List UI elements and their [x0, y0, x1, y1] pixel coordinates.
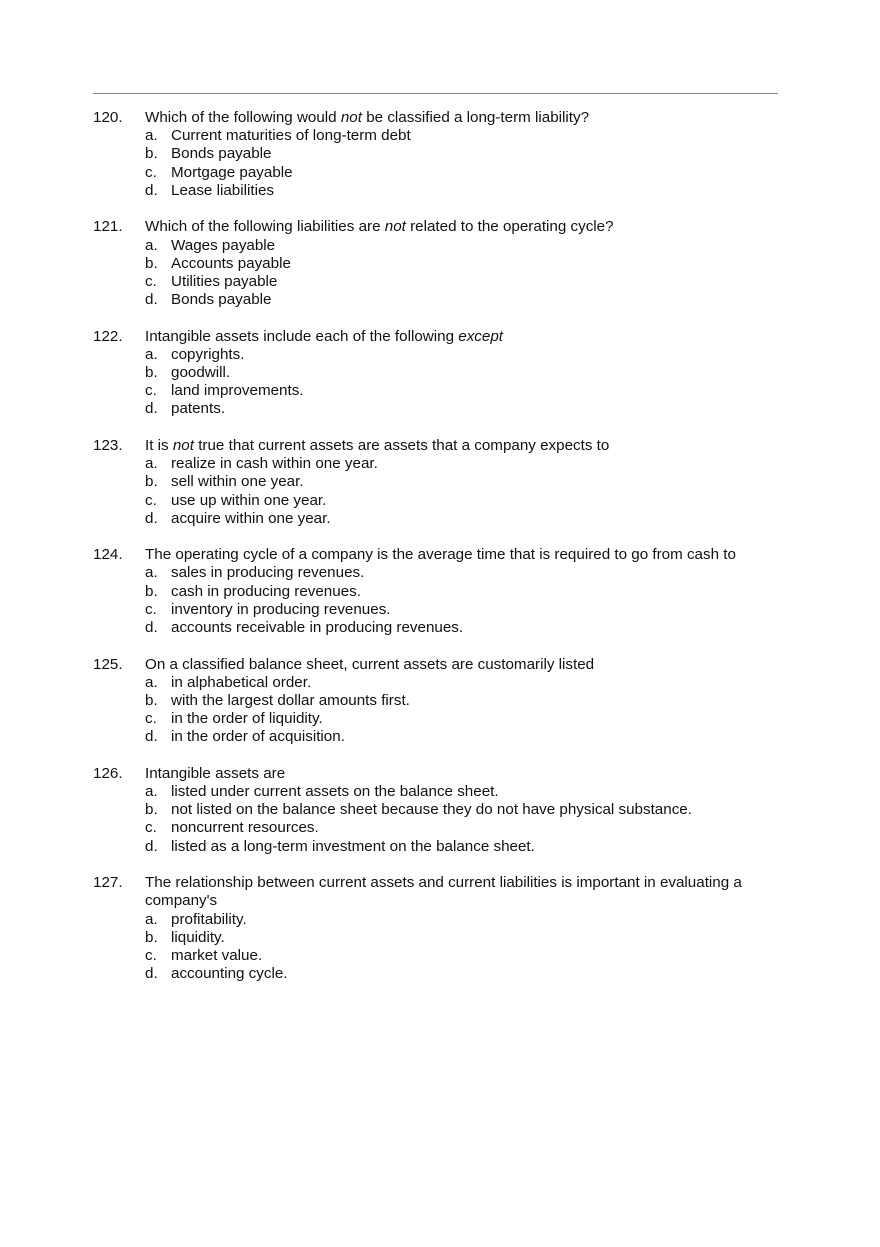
question-stem-text-end: true that current assets are assets that a company expects to — [193, 436, 610, 454]
question-stem-row — [93, 546, 783, 564]
option-text: noncurrent resources. — [171, 819, 319, 837]
question-stem-emphasis: not — [384, 218, 406, 236]
option-text: listed as a long-term investment on the balance sheet. — [171, 837, 535, 855]
question-stem — [145, 328, 783, 346]
option-text: use up within one year. — [171, 491, 327, 509]
answer-option — [145, 929, 783, 947]
question-stem — [145, 437, 783, 455]
question-number: 125. — [93, 655, 123, 673]
answer-option — [145, 400, 783, 418]
answer-option — [145, 346, 783, 364]
question-item — [93, 109, 783, 200]
answer-option — [145, 291, 783, 309]
option-letter: d. — [145, 400, 158, 418]
answer-options — [145, 783, 783, 856]
question-stem-emphasis: not — [172, 436, 194, 454]
option-text: liquidity. — [171, 928, 225, 946]
option-text: market value. — [171, 947, 263, 964]
option-letter: c. — [145, 382, 157, 400]
question-stem-text-end: be classified a long-term liability? — [361, 109, 590, 126]
option-letter: c. — [145, 710, 157, 728]
question-item — [93, 437, 783, 528]
question-stem — [145, 546, 783, 564]
answer-options — [145, 674, 783, 747]
question-stem — [145, 656, 783, 674]
option-text: Utilities payable — [171, 272, 278, 290]
question-stem — [145, 109, 783, 127]
answer-options — [145, 911, 783, 984]
question-stem-row — [93, 437, 783, 455]
option-letter: b. — [145, 691, 158, 709]
option-letter: b. — [145, 928, 158, 946]
option-letter: a. — [145, 345, 158, 363]
option-letter: d. — [145, 837, 158, 855]
option-text: sales in producing revenues. — [171, 564, 365, 582]
answer-option — [145, 255, 783, 273]
option-text: in the order of acquisition. — [171, 728, 345, 746]
question-number: 127. — [93, 874, 123, 892]
question-number: 126. — [93, 764, 123, 782]
option-letter: b. — [145, 582, 158, 600]
option-text: cash in producing revenues. — [171, 582, 361, 600]
option-text: with the largest dollar amounts first. — [171, 691, 410, 709]
option-text: goodwill. — [171, 364, 231, 382]
answer-option — [145, 965, 783, 983]
question-stem-text: Intangible assets include each of the following — [145, 327, 459, 345]
option-letter: a. — [145, 455, 158, 473]
question-stem-emphasis: except — [458, 327, 503, 345]
answer-option — [145, 127, 783, 145]
question-stem-text: The relationship between current assets and current liabilities is important in evaluating a company's — [145, 874, 742, 910]
option-letter: d. — [145, 965, 158, 983]
answer-option — [145, 492, 783, 510]
question-stem — [145, 218, 783, 236]
option-text: realize in cash within one year. — [171, 455, 378, 473]
option-letter: d. — [145, 509, 158, 527]
option-letter: d. — [145, 619, 158, 637]
option-text: not listed on the balance sheet because they do not have physical substance. — [171, 801, 692, 819]
answer-option — [145, 273, 783, 291]
option-text: Accounts payable — [171, 254, 291, 272]
answer-options — [145, 455, 783, 528]
question-number: 122. — [93, 327, 123, 345]
option-text: in alphabetical order. — [171, 673, 312, 691]
answer-option — [145, 455, 783, 473]
option-letter: a. — [145, 673, 158, 691]
answer-option — [145, 364, 783, 382]
answer-option — [145, 838, 783, 856]
option-text: acquire within one year. — [171, 509, 331, 527]
question-item — [93, 765, 783, 856]
question-item — [93, 874, 783, 983]
answer-option — [145, 783, 783, 801]
answer-options — [145, 127, 783, 200]
option-text: patents. — [171, 400, 226, 418]
question-number: 124. — [93, 546, 123, 564]
question-item — [93, 328, 783, 419]
option-letter: c. — [145, 600, 157, 618]
option-letter: b. — [145, 801, 158, 819]
answer-option — [145, 801, 783, 819]
option-letter: c. — [145, 491, 157, 509]
option-letter: b. — [145, 254, 158, 272]
option-text: Current maturities of long-term debt — [171, 127, 411, 145]
question-number: 120. — [93, 109, 123, 126]
question-stem-text-end: related to the operating cycle? — [405, 218, 614, 236]
answer-option — [145, 911, 783, 929]
option-text: Bonds payable — [171, 291, 272, 309]
answer-option — [145, 182, 783, 200]
answer-option — [145, 728, 783, 746]
answer-option — [145, 947, 783, 965]
question-number: 123. — [93, 436, 123, 454]
question-stem-row — [93, 656, 783, 674]
question-item — [93, 218, 783, 309]
option-letter: c. — [145, 819, 157, 837]
option-letter: d. — [145, 728, 158, 746]
question-stem-row — [93, 218, 783, 236]
option-text: Wages payable — [171, 236, 276, 254]
question-stem-text: Which of the following liabilities are — [145, 218, 385, 236]
answer-options — [145, 237, 783, 310]
answer-option — [145, 583, 783, 601]
option-text: Lease liabilities — [171, 181, 274, 199]
option-text: accounting cycle. — [171, 965, 288, 983]
answer-options — [145, 346, 783, 419]
question-stem-text: Which of the following would — [145, 109, 341, 126]
option-letter: a. — [145, 564, 158, 582]
answer-option — [145, 237, 783, 255]
option-letter: d. — [145, 291, 158, 309]
option-text: in the order of liquidity. — [171, 710, 323, 728]
answer-option — [145, 145, 783, 163]
question-number: 121. — [93, 218, 123, 236]
answer-option — [145, 601, 783, 619]
question-item — [93, 656, 783, 747]
option-text: profitability. — [171, 910, 247, 928]
option-letter: c. — [145, 947, 157, 964]
question-stem-text: It is — [145, 436, 173, 454]
option-text: sell within one year. — [171, 473, 304, 491]
question-stem-row — [93, 765, 783, 783]
answer-option — [145, 510, 783, 528]
question-list — [93, 109, 783, 1002]
answer-option — [145, 164, 783, 182]
option-text: land improvements. — [171, 382, 304, 400]
option-text: Bonds payable — [171, 145, 272, 163]
option-text: listed under current assets on the balance sheet. — [171, 783, 499, 801]
question-stem-row — [93, 328, 783, 346]
option-letter: b. — [145, 473, 158, 491]
answer-option — [145, 564, 783, 582]
question-stem-text: On a classified balance sheet, current assets are customarily listed — [145, 655, 595, 673]
option-letter: a. — [145, 910, 158, 928]
option-letter: a. — [145, 236, 158, 254]
question-stem-text: The operating cycle of a company is the average time that is required to go from cash to — [145, 546, 736, 564]
question-stem-emphasis: not — [340, 109, 362, 126]
option-letter: b. — [145, 364, 158, 382]
header-rule — [93, 93, 778, 94]
question-stem-text: Intangible assets are — [145, 764, 286, 782]
answer-options — [145, 564, 783, 637]
option-text: accounts receivable in producing revenues. — [171, 619, 464, 637]
option-text: Mortgage payable — [171, 163, 293, 181]
option-letter: b. — [145, 145, 158, 163]
answer-option — [145, 619, 783, 637]
question-stem-row — [93, 874, 783, 910]
option-letter: a. — [145, 127, 158, 145]
option-text: inventory in producing revenues. — [171, 600, 391, 618]
answer-option — [145, 382, 783, 400]
option-letter: d. — [145, 181, 158, 199]
option-letter: c. — [145, 163, 157, 181]
answer-option — [145, 473, 783, 491]
question-stem-row — [93, 109, 783, 127]
question-stem — [145, 765, 783, 783]
answer-option — [145, 674, 783, 692]
answer-option — [145, 710, 783, 728]
option-letter: a. — [145, 783, 158, 801]
question-stem — [145, 874, 783, 910]
answer-option — [145, 692, 783, 710]
option-text: copyrights. — [171, 345, 245, 363]
question-item — [93, 546, 783, 637]
answer-option — [145, 819, 783, 837]
option-letter: c. — [145, 272, 157, 290]
